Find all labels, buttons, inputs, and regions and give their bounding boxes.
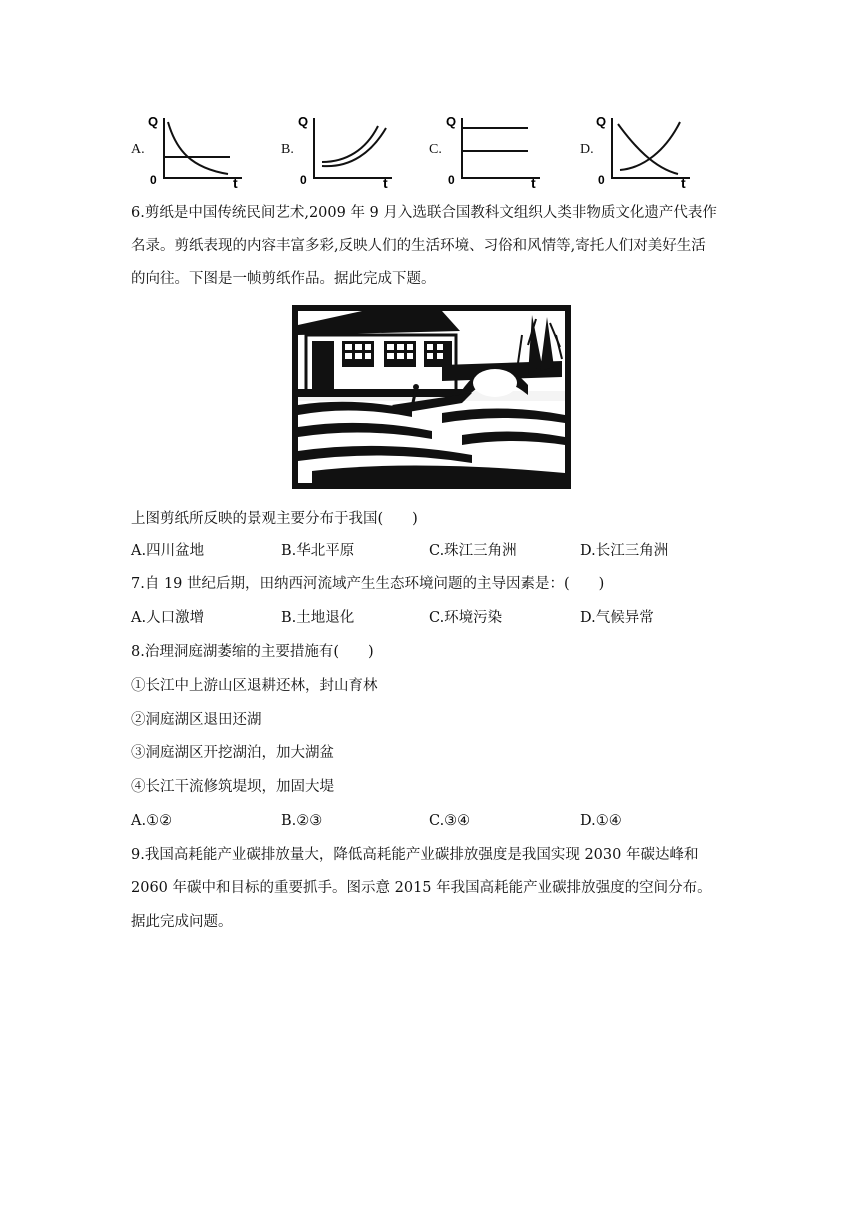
q8-item-3: ③洞庭湖区开挖湖泊，加大湖盆: [131, 745, 334, 761]
graph-c-q-label: Q: [446, 114, 457, 129]
graph-a: [146, 110, 246, 192]
graph-d-decreasing-curve: [618, 124, 678, 174]
graph-d-origin-label: 0: [598, 173, 605, 187]
graph-d: [594, 110, 694, 192]
graph-b-increasing-curve-1: [322, 126, 378, 162]
q6-option-a[interactable]: A.四川盆地: [131, 543, 205, 559]
graph-d-t-label: t: [681, 175, 686, 191]
q8-item-1: ①长江中上游山区退耕还林，封山育林: [131, 678, 378, 694]
q8-item-4: ④长江干流修筑堤坝，加固大堤: [131, 779, 334, 795]
q8-option-d[interactable]: D.①④: [580, 813, 622, 829]
graph-b-q-label: Q: [298, 114, 309, 129]
q8-question: 8.治理洞庭湖萎缩的主要措施有( ): [131, 644, 374, 660]
graph-a-label: A.: [131, 142, 145, 157]
graph-d-q-label: Q: [596, 114, 607, 129]
graph-c-label: C.: [429, 142, 442, 157]
graph-b: [296, 110, 396, 192]
q7-option-c[interactable]: C.环境污染: [429, 610, 503, 626]
graph-a-t-label: t: [233, 175, 238, 191]
q7-option-a[interactable]: A.人口激增: [131, 610, 205, 626]
graph-c-t-label: t: [531, 175, 536, 191]
q6-text-line-2: 名录。剪纸表现的内容丰富多彩,反映人们的生活环境、习俗和风情等,寄托人们对美好生活: [131, 238, 706, 254]
graph-a-q-label: Q: [148, 114, 159, 129]
graph-b-label: B.: [281, 142, 294, 157]
q8-option-b[interactable]: B.②③: [281, 813, 323, 829]
q7-option-d[interactable]: D.气候异常: [580, 610, 654, 626]
q9-text-line-2: 2060 年碳中和目标的重要抓手。图示意 2015 年我国高耗能产业碳排放强度的空间分布。: [131, 880, 712, 896]
q9-text-line-1: 9.我国高耗能产业碳排放量大，降低高耗能产业碳排放强度是我国实现 2030 年碳达峰和: [131, 847, 699, 863]
q8-option-c[interactable]: C.③④: [429, 813, 471, 829]
q6-text-line-1: 6.剪纸是中国传统民间艺术,2009 年 9 月入选联合国教科文组织人类非物质文化遗产代表作: [131, 205, 717, 221]
graph-d-increasing-curve: [620, 122, 680, 170]
q6-option-d[interactable]: D.长江三角洲: [580, 543, 669, 559]
q8-item-2: ②洞庭湖区退田还湖: [131, 712, 262, 728]
graph-a-decreasing-curve: [168, 122, 228, 174]
graph-b-origin-label: 0: [300, 173, 307, 187]
graph-a-axes: [164, 118, 242, 178]
q6-text-line-3: 的向往。下图是一帧剪纸作品。据此完成下题。: [131, 271, 436, 287]
q6-option-b[interactable]: B.华北平原: [281, 543, 355, 559]
q9-text-line-3: 据此完成问题。: [131, 914, 233, 930]
graph-a-origin-label: 0: [150, 173, 157, 187]
q7-question: 7.自 19 世纪后期，田纳西河流域产生生态环境问题的主导因素是：( ): [131, 576, 605, 592]
graph-c: [444, 110, 544, 192]
graph-c-origin-label: 0: [448, 173, 455, 187]
graph-b-t-label: t: [383, 175, 388, 191]
q7-option-b[interactable]: B.土地退化: [281, 610, 355, 626]
q8-option-a[interactable]: A.①②: [131, 813, 173, 829]
graph-d-label: D.: [580, 142, 594, 157]
q6-question: 上图剪纸所反映的景观主要分布于我国( ): [131, 511, 418, 527]
q6-option-c[interactable]: C.珠江三角洲: [429, 543, 517, 559]
graph-b-axes: [314, 118, 392, 178]
paper-cut-water-town-image: [292, 305, 571, 489]
